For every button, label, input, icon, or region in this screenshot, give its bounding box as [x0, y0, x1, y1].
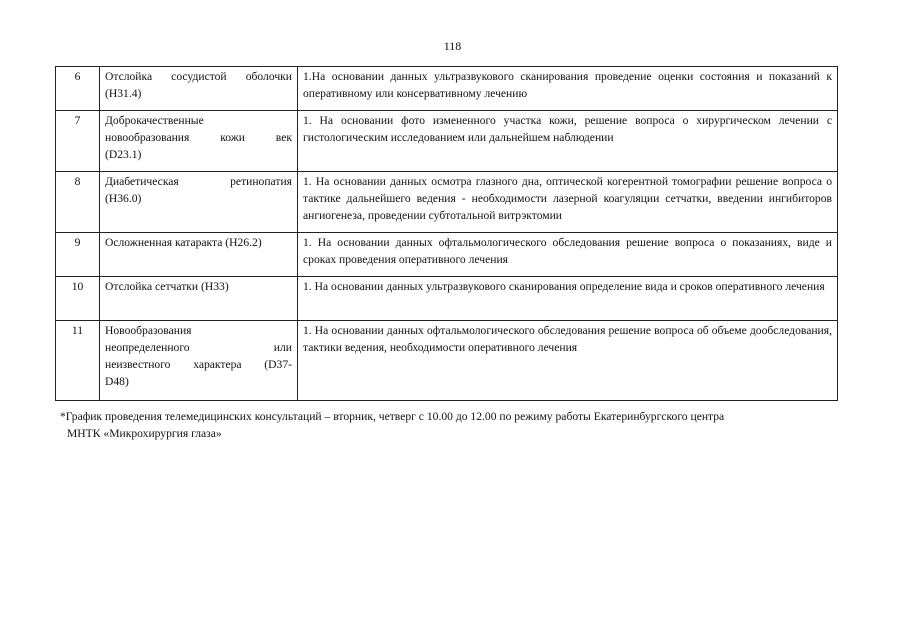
action-cell: 1. На основании данных офтальмологического обследования решение вопроса об объеме дообследования, тактики ведения, необходимости оперативного лечения: [298, 321, 838, 401]
diagnosis-line: Доброкачественные: [105, 114, 204, 127]
row-number: 9: [56, 233, 100, 277]
diagnosis-line: D48): [105, 375, 129, 388]
diagnosis-cell: [100, 172, 298, 233]
row-number: 6: [56, 67, 100, 111]
diagnosis-line: Отслойка сосудистой оболочки: [105, 70, 292, 83]
diagnosis-line: (D23.1): [105, 148, 142, 161]
table-row: [56, 111, 838, 172]
diagnosis-cell: [100, 277, 298, 321]
diagnosis-cell: [100, 233, 298, 277]
action-cell: 1. На основании данных ультразвукового сканирования определение вида и сроков оперативного лечения: [298, 277, 838, 321]
row-number: 10: [56, 277, 100, 321]
diagnosis-line: Диабетическая ретинопатия: [105, 175, 292, 188]
action-cell: 1.На основании данных ультразвукового сканирования проведение оценки состояния и показаний к оперативному или консервативному лечению: [298, 67, 838, 111]
diagnosis-line: неопределенного или: [105, 341, 292, 354]
diagnosis-cell: [100, 67, 298, 111]
diagnosis-line: Осложненная катаракта (Н26.2): [105, 236, 262, 249]
footnote-line: *График проведения телемедицинских консультаций – вторник, четверг с 10.00 до 12.00 по режиму работы Екатеринбургского центра: [60, 410, 725, 423]
diagnosis-line: неизвестного характера (D37-: [105, 358, 292, 371]
action-cell: 1. На основании данных офтальмологического обследования решение вопроса о показаниях, виде и сроках проведения оперативного лечения: [298, 233, 838, 277]
diagnosis-line: (Н36.0): [105, 192, 142, 205]
table-row: [56, 277, 838, 321]
consultation-table: [55, 66, 838, 401]
diagnosis-line: Отслойка сетчатки (Н33): [105, 280, 229, 293]
footnote-line: МНТК «Микрохирургия глаза»: [67, 427, 222, 440]
row-number: 11: [56, 321, 100, 401]
action-cell: 1. На основании фото измененного участка кожи, решение вопроса о хирургическом лечении с гистологическим исследованием или дальнейшем наблюдении: [298, 111, 838, 172]
page-number: 118: [443, 39, 462, 53]
table-row: [56, 67, 838, 111]
table-row: [56, 233, 838, 277]
row-number: 7: [56, 111, 100, 172]
action-cell: 1. На основании данных осмотра глазного дна, оптической когерентной томографии решение вопроса о тактике дальнейшего ведения - необходимости лазерной коагуляции сетчатки, введении ингибиторов ангиогенеза, проведении субтотальной витрэктомии: [298, 172, 838, 233]
footnote: [60, 408, 840, 442]
diagnosis-cell: [100, 321, 298, 401]
diagnosis-line: новообразования кожи век: [105, 131, 292, 144]
table-row: [56, 321, 838, 401]
diagnosis-cell: [100, 111, 298, 172]
row-number: 8: [56, 172, 100, 233]
diagnosis-line: Новообразования: [105, 324, 192, 337]
diagnosis-line: (Н31.4): [105, 87, 142, 100]
table-row: [56, 172, 838, 233]
